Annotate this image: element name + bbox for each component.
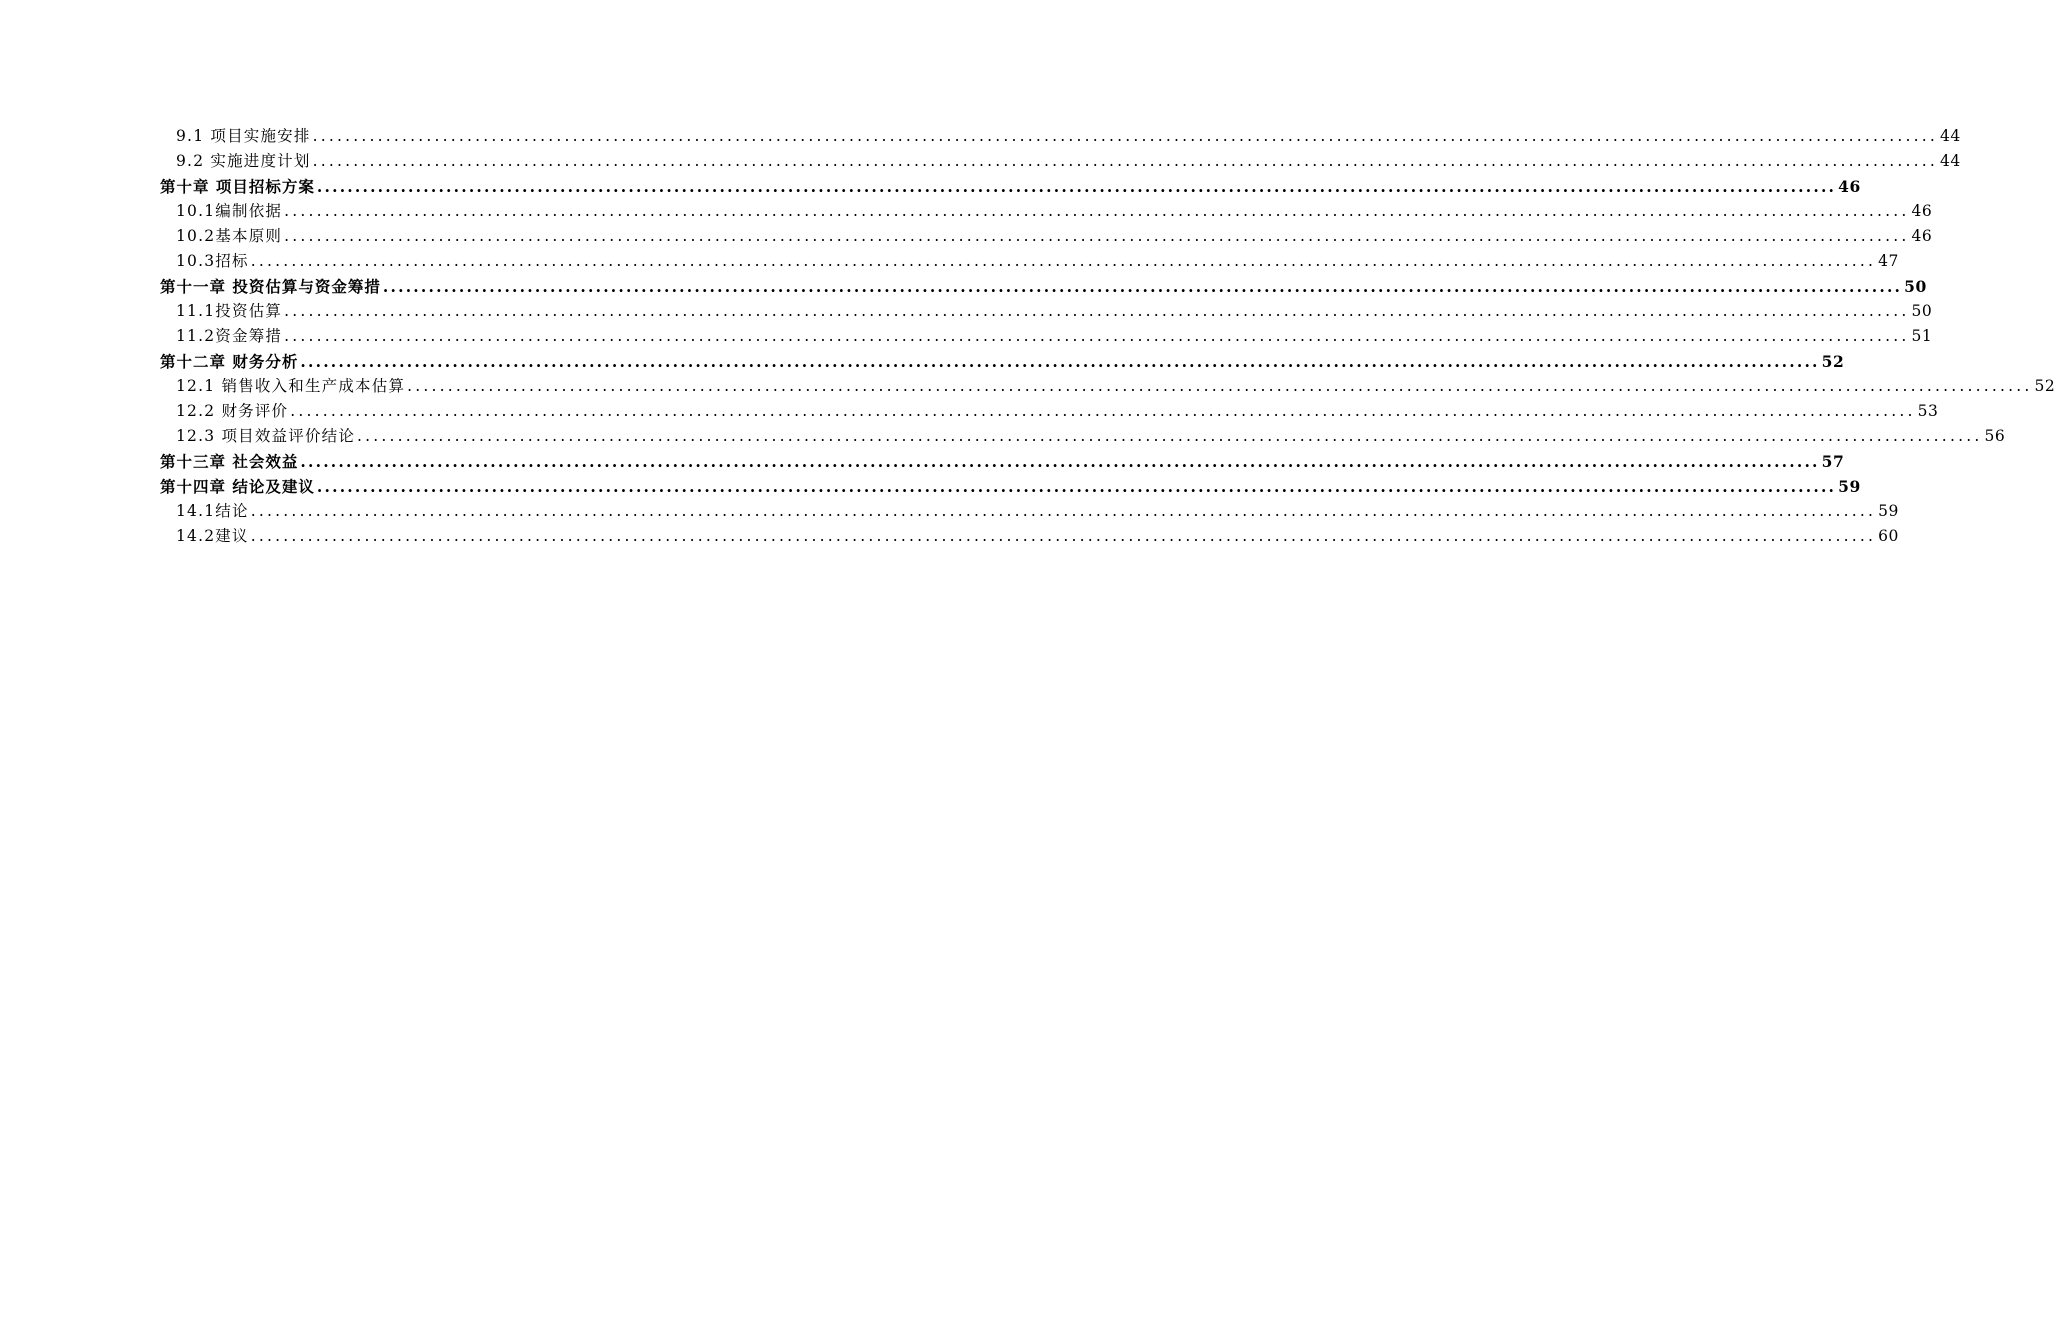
toc-leader-dots: ........................................................................................................................................................................................................ xyxy=(284,302,1910,320)
toc-leader-dots: ........................................................................................................................................................................................................ xyxy=(316,477,1837,496)
toc-entry[interactable] xyxy=(160,374,2055,399)
toc-entry-page: 44 xyxy=(1939,152,1961,170)
toc-entry-title: 12.1 销售收入和生产成本估算 xyxy=(176,377,406,395)
toc-entry[interactable] xyxy=(160,499,1899,524)
toc-entry-page: 47 xyxy=(1878,252,1899,270)
toc-entry-page: 46 xyxy=(1911,227,1933,245)
toc-chapter-entry[interactable] xyxy=(160,174,1861,199)
toc-leader-dots: ........................................................................................................................................................................................................ xyxy=(250,252,1877,270)
toc-entry-page: 52 xyxy=(1821,352,1845,371)
toc-entry-title: 9.2 实施进度计划 xyxy=(176,152,311,170)
toc-entry-title: 第十一章 投资估算与资金筹措 xyxy=(160,277,381,296)
toc-entry-page: 59 xyxy=(1878,502,1899,520)
toc-entry[interactable] xyxy=(160,224,1933,249)
toc-entry[interactable] xyxy=(160,399,1939,424)
toc-entry-title: 第十三章 社会效益 xyxy=(160,452,299,471)
toc-leader-dots: ........................................................................................................................................................................................................ xyxy=(250,527,1877,545)
toc-entry-page: 44 xyxy=(1939,127,1961,145)
toc-entry-title: 14.1结论 xyxy=(176,502,249,520)
toc-leader-dots: ........................................................................................................................................................................................................ xyxy=(250,502,1877,520)
toc-entry[interactable] xyxy=(160,249,1899,274)
toc-entry[interactable] xyxy=(160,524,1899,549)
toc-entry-title: 12.2 财务评价 xyxy=(176,402,289,420)
toc-leader-dots: ........................................................................................................................................................................................................ xyxy=(312,152,1938,170)
toc-entry-title: 10.1编制依据 xyxy=(176,202,283,220)
toc-entry-title: 12.3 项目效益评价结论 xyxy=(176,427,356,445)
toc-entry-title: 14.2建议 xyxy=(176,527,249,545)
toc-chapter-entry[interactable] xyxy=(160,274,1927,299)
toc-entry-title: 11.1投资估算 xyxy=(176,302,283,320)
toc-entry-title: 10.3招标 xyxy=(176,252,249,270)
toc-chapter-entry[interactable] xyxy=(160,349,1845,374)
toc-leader-dots: ........................................................................................................................................................................................................ xyxy=(300,352,1820,371)
toc-entry-page: 51 xyxy=(1911,327,1933,345)
toc-entry-title: 9.1 项目实施安排 xyxy=(176,127,311,145)
toc-chapter-entry[interactable] xyxy=(160,449,1845,474)
toc-leader-dots: ........................................................................................................................................................................................................ xyxy=(382,277,1903,296)
toc-entry-page: 50 xyxy=(1904,277,1927,296)
toc-leader-dots: ........................................................................................................................................................................................................ xyxy=(300,452,1820,471)
toc-leader-dots: ........................................................................................................................................................................................................ xyxy=(357,427,1983,445)
table-of-contents xyxy=(160,124,2055,549)
toc-entry[interactable] xyxy=(160,199,1933,224)
toc-leader-dots: ........................................................................................................................................................................................................ xyxy=(290,402,1916,420)
toc-leader-dots: ........................................................................................................................................................................................................ xyxy=(284,202,1910,220)
toc-entry[interactable] xyxy=(160,299,1933,324)
toc-entry-title: 11.2资金筹措 xyxy=(176,327,283,345)
toc-entry-page: 46 xyxy=(1838,177,1861,196)
toc-entry[interactable] xyxy=(160,424,2006,449)
toc-entry[interactable] xyxy=(160,324,1933,349)
toc-chapter-entry[interactable] xyxy=(160,474,1861,499)
toc-entry[interactable] xyxy=(160,149,1961,174)
toc-entry-page: 46 xyxy=(1911,202,1933,220)
toc-entry-page: 53 xyxy=(1917,402,1939,420)
toc-entry-title: 第十四章 结论及建议 xyxy=(160,477,315,496)
toc-leader-dots: ........................................................................................................................................................................................................ xyxy=(284,327,1910,345)
toc-entry[interactable] xyxy=(160,124,1961,149)
toc-leader-dots: ........................................................................................................................................................................................................ xyxy=(284,227,1910,245)
toc-entry-page: 56 xyxy=(1984,427,2006,445)
toc-entry-title: 10.2基本原则 xyxy=(176,227,283,245)
toc-entry-page: 57 xyxy=(1821,452,1845,471)
toc-entry-page: 50 xyxy=(1911,302,1933,320)
toc-entry-page: 59 xyxy=(1838,477,1861,496)
toc-entry-page: 52 xyxy=(2034,377,2055,395)
toc-leader-dots: ........................................................................................................................................................................................................ xyxy=(312,127,1938,145)
toc-entry-title: 第十二章 财务分析 xyxy=(160,352,299,371)
toc-entry-title: 第十章 项目招标方案 xyxy=(160,177,315,196)
toc-leader-dots: ........................................................................................................................................................................................................ xyxy=(407,377,2033,395)
toc-entry-page: 60 xyxy=(1878,527,1899,545)
toc-leader-dots: ........................................................................................................................................................................................................ xyxy=(316,177,1837,196)
